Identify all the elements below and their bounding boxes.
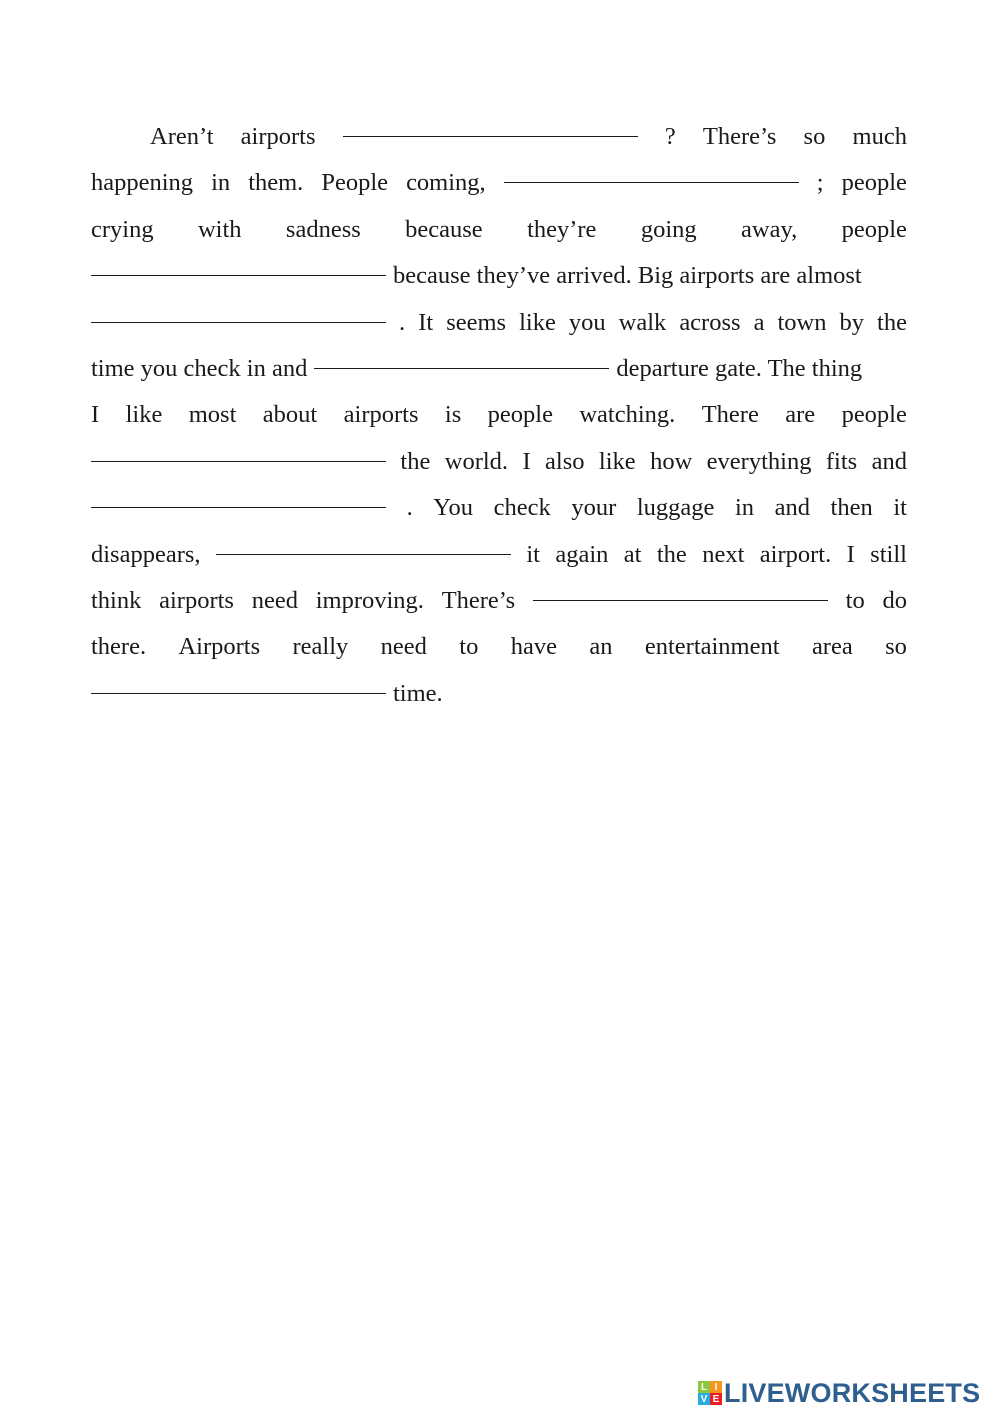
text-line — [91, 532, 907, 578]
text-line — [91, 671, 907, 717]
word: think — [91, 586, 142, 614]
word: improving. — [315, 586, 424, 614]
word: also — [545, 447, 585, 475]
word: going — [640, 215, 697, 243]
word: entertainment — [644, 633, 780, 661]
word: your — [571, 494, 617, 522]
word: in — [211, 169, 231, 197]
word: I — [91, 401, 100, 429]
word: they’re — [527, 215, 597, 243]
answer-blank[interactable] — [91, 251, 386, 276]
word: time. — [393, 679, 443, 707]
word: to — [459, 633, 479, 661]
word: how — [650, 447, 693, 475]
word: about — [262, 401, 318, 429]
answer-blank[interactable] — [91, 483, 386, 508]
word: I — [522, 447, 531, 475]
text-line — [91, 300, 907, 346]
liveworksheets-wordmark: LIVEWORKSHEETS — [724, 1377, 981, 1408]
answer-blank[interactable] — [216, 530, 511, 555]
word: I — [846, 540, 855, 568]
answer-blank[interactable] — [91, 437, 386, 462]
word: much — [852, 123, 907, 150]
text-line — [91, 160, 907, 206]
word: most — [188, 401, 237, 429]
word: so — [885, 633, 907, 661]
word: because they’ve arrived. Big airports are almost — [393, 262, 862, 290]
word: There’s — [441, 586, 516, 614]
word: airports — [240, 123, 316, 150]
text-line — [91, 207, 907, 253]
word: again — [555, 540, 609, 568]
word: are — [785, 401, 816, 429]
word: a — [753, 308, 765, 336]
word: ? — [664, 123, 676, 150]
word: airport. — [759, 540, 832, 568]
word: there. — [91, 633, 147, 661]
answer-blank[interactable] — [504, 158, 799, 183]
word: and — [774, 494, 810, 522]
text-line — [91, 346, 907, 392]
text-line — [91, 439, 907, 485]
word: at — [623, 540, 642, 568]
word: check — [493, 494, 551, 522]
word: them. — [248, 169, 304, 197]
answer-blank[interactable] — [91, 298, 386, 323]
word: people — [841, 215, 907, 243]
word: crying — [91, 215, 154, 243]
word: ; — [816, 169, 824, 197]
answer-blank[interactable] — [91, 669, 386, 694]
word: town — [777, 308, 827, 336]
word: because — [405, 215, 483, 243]
word: It — [418, 308, 434, 336]
word: coming, — [406, 169, 486, 197]
word: do — [882, 586, 907, 614]
word: disappears, — [91, 540, 201, 568]
word: you — [568, 308, 606, 336]
word: airports — [343, 401, 419, 429]
word: then — [830, 494, 873, 522]
word: the — [400, 447, 431, 475]
word: really — [292, 633, 349, 661]
answer-blank[interactable] — [533, 576, 828, 601]
text-line — [91, 253, 907, 299]
word: fits — [825, 447, 858, 475]
word: luggage — [636, 494, 715, 522]
word: have — [510, 633, 557, 661]
worksheet-text — [91, 114, 907, 717]
liveworksheets-logo — [698, 1378, 980, 1408]
word: need — [251, 586, 298, 614]
word: the — [656, 540, 687, 568]
word: There — [701, 401, 759, 429]
word: Aren’t — [150, 123, 214, 150]
word: You — [433, 494, 474, 522]
liveworksheets-logo-icon — [698, 1381, 722, 1405]
word: . — [399, 308, 406, 336]
word: walk — [618, 308, 667, 336]
word: world. — [444, 447, 509, 475]
text-line — [91, 485, 907, 531]
word: still — [870, 540, 907, 568]
word: sadness — [285, 215, 361, 243]
word: Airports — [178, 633, 261, 661]
word: so — [803, 123, 826, 150]
word: airports — [159, 586, 234, 614]
word: People — [321, 169, 389, 197]
word: happening — [91, 169, 194, 197]
word: an — [589, 633, 613, 661]
word: . — [406, 494, 413, 522]
word: and — [871, 447, 907, 475]
answer-blank[interactable] — [314, 344, 609, 369]
word: away, — [741, 215, 798, 243]
logo-square: V — [698, 1393, 710, 1405]
word: in — [734, 494, 755, 522]
word: like — [598, 447, 636, 475]
word: watching. — [579, 401, 676, 429]
text-line — [91, 578, 907, 624]
word: like — [125, 401, 163, 429]
word: time you check in and — [91, 354, 308, 382]
word: like — [519, 308, 556, 336]
answer-blank[interactable] — [343, 112, 638, 137]
word: people — [841, 401, 907, 429]
text-line — [91, 114, 907, 160]
word: across — [679, 308, 741, 336]
word: to — [845, 586, 865, 614]
word: people — [487, 401, 553, 429]
word: area — [811, 633, 853, 661]
logo-square: L — [698, 1381, 710, 1393]
word: departure gate. The thing — [616, 354, 863, 382]
word: is — [444, 401, 462, 429]
word: it — [526, 540, 540, 568]
word: seems — [446, 308, 507, 336]
word: the — [877, 308, 907, 336]
logo-square: I — [710, 1381, 722, 1393]
word: with — [197, 215, 242, 243]
word: it — [893, 494, 907, 522]
word: need — [380, 633, 427, 661]
word: everything — [706, 447, 812, 475]
word: There’s — [702, 123, 777, 150]
word: people — [841, 169, 907, 197]
word: by — [839, 308, 865, 336]
logo-square: E — [710, 1393, 722, 1405]
text-line — [91, 624, 907, 670]
text-line — [91, 392, 907, 438]
word: next — [702, 540, 745, 568]
